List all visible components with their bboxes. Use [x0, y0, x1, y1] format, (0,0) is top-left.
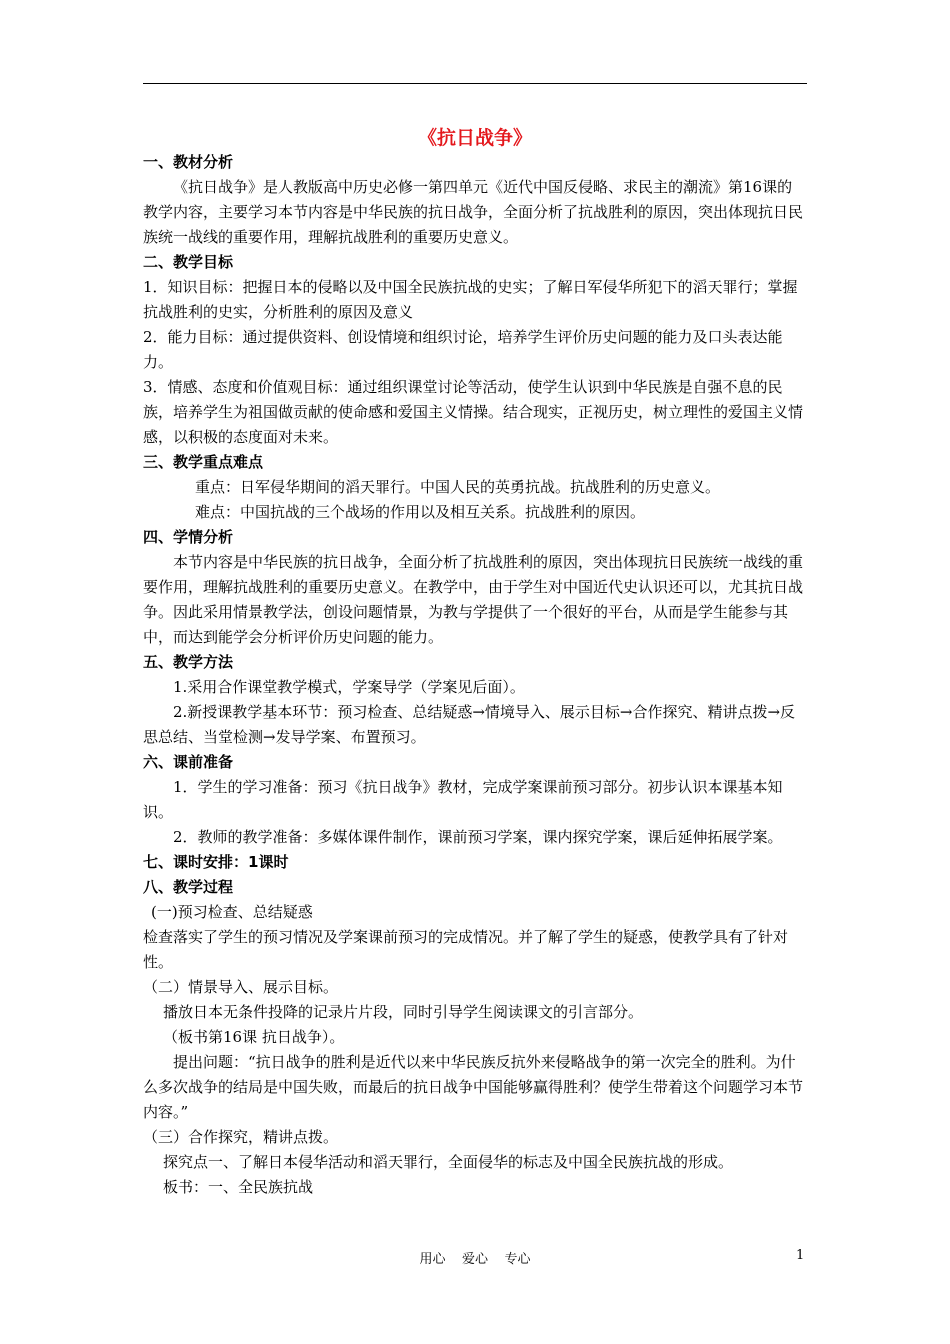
document-body [143, 150, 807, 1200]
section-heading-4: 四、学情分析 [143, 528, 234, 546]
paragraph: 1．知识目标：把握日本的侵略以及中国全民族抗战的史实；了解日军侵华所犯下的滔天罪行；掌握抗战胜利的史实，分析胜利的原因及意义 [143, 278, 798, 321]
paragraph: 板书：一、全民族抗战 [163, 1178, 314, 1196]
section-heading-5: 五、教学方法 [143, 653, 234, 671]
paragraph: 检查落实了学生的预习情况及学案课前预习的完成情况。并了解了学生的疑惑，使教学具有了针对性。 [143, 928, 789, 971]
subheading: （三）合作探究，精讲点拨。 [143, 1128, 339, 1146]
paragraph: 难点：中国抗战的三个战场的作用以及相互关系。抗战胜利的原因。 [195, 503, 646, 521]
paragraph: 2．教师的教学准备：多媒体课件制作，课前预习学案，课内探究学案，课后延伸拓展学案。 [173, 828, 783, 846]
paragraph: 1．学生的学习准备：预习《抗日战争》教材，完成学案课前预习部分。初步认识本课基本知识。 [143, 778, 783, 821]
subheading: （二）情景导入、展示目标。 [143, 978, 339, 996]
footer-motto: 用心 爱心 专心 [419, 1252, 531, 1267]
paragraph: 提出问题：“抗日战争的胜利是近代以来中华民族反抗外来侵略战争的第一次完全的胜利。为什么多次战争的结局是中国失败，而最后的抗日战争中国能够赢得胜利？使学生带着这个问题学习本节内容。” [143, 1053, 804, 1121]
page-footer [0, 1248, 950, 1268]
paragraph: 3．情感、态度和价值观目标：通过组织课堂讨论等活动，使学生认识到中华民族是自强不息的民族，培养学生为祖国做贡献的使命感和爱国主义情操。结合现实，正视历史，树立理性的爱国主义情感，以积极的态度面对未来。 [143, 378, 804, 446]
paragraph: 2.新授课教学基本环节：预习检查、总结疑惑→情境导入、展示目标→合作探究、精讲点拨→反思总结、当堂检测→发导学案、布置预习。 [143, 703, 796, 746]
document-title: 《抗日战争》 [417, 127, 532, 149]
paragraph: 2．能力目标：通过提供资料、创设情境和组织讨论，培养学生评价历史问题的能力及口头表达能力。 [143, 328, 783, 371]
section-heading-8: 八、教学过程 [143, 878, 234, 896]
paragraph: 探究点一、了解日本侵华活动和滔天罪行，全面侵华的标志及中国全民族抗战的形成。 [163, 1153, 734, 1171]
section-heading-6: 六、课前准备 [143, 753, 234, 771]
section-heading-2: 二、教学目标 [143, 253, 234, 271]
paragraph: 1.采用合作课堂教学模式，学案导学（学案见后面）。 [173, 678, 525, 696]
section-heading-1: 一、教材分析 [143, 153, 234, 171]
paragraph: 重点：日军侵华期间的滔天罪行。中国人民的英勇抗战。抗战胜利的历史意义。 [195, 478, 721, 496]
paragraph: 本节内容是中华民族的抗日战争，全面分析了抗战胜利的原因，突出体现抗日民族统一战线的重要作用，理解抗战胜利的重要历史意义。在教学中，由于学生对中国近代史认识还可以，尤其抗日战争。因此采用情景教学法，创设问题情景，为教与学提供了一个很好的平台，从而是学生能参与其中，而达到能学会分析评价历史问题的能力。 [143, 553, 804, 646]
section-heading-3: 三、教学重点难点 [143, 453, 264, 471]
header-rule [143, 83, 807, 84]
paragraph: （板书第16课 抗日战争）。 [163, 1028, 345, 1046]
subheading: (一)预习检查、总结疑惑 [151, 903, 313, 921]
page-number: 1 [796, 1248, 805, 1263]
paragraph: 播放日本无条件投降的记录片片段，同时引导学生阅读课文的引言部分。 [163, 1003, 644, 1021]
section-heading-7: 七、课时安排：1课时 [143, 853, 289, 871]
paragraph: 《抗日战争》是人教版高中历史必修一第四单元《近代中国反侵略、求民主的潮流》第16课的教学内容，主要学习本节内容是中华民族的抗日战争，全面分析了抗战胜利的原因，突出体现抗日民族统一战线的重要作用，理解抗战胜利的重要历史意义。 [143, 178, 804, 246]
